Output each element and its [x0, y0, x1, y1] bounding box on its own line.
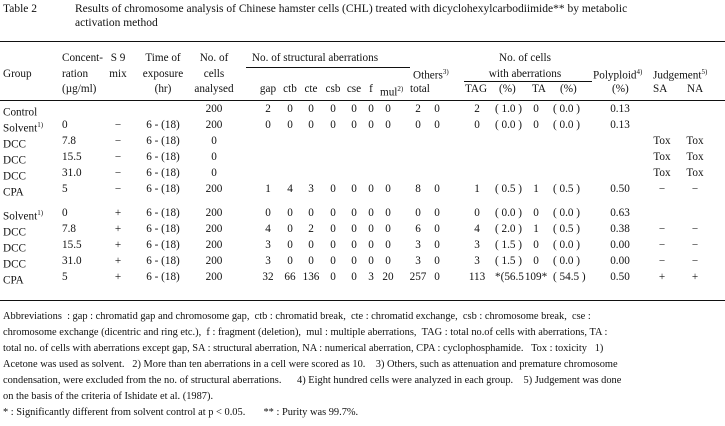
cell-tagp: ( 0.0 ) — [495, 119, 523, 131]
cell-na: Tox — [686, 167, 704, 179]
header-ta: TA — [532, 83, 547, 95]
cell-total: 8 — [415, 183, 421, 195]
cell-n: 200 — [205, 183, 223, 195]
cell-tagp: ( 1.5 ) — [495, 255, 523, 267]
cell-sa: − — [658, 239, 666, 251]
cell-ta: 1 — [533, 183, 539, 195]
cell-gap: 3 — [265, 239, 271, 251]
cell-poly: 0.13 — [610, 103, 630, 115]
cell-ta: 0 — [533, 119, 539, 131]
cell-poly: 0.38 — [610, 223, 630, 235]
cell-n: 200 — [205, 119, 223, 131]
cell-oth: 0 — [434, 223, 440, 235]
cell-f: 0 — [368, 183, 374, 195]
cell-ctb: 0 — [287, 103, 293, 115]
header-ta-pct: (%) — [560, 83, 577, 95]
cell-time: 6 - (18) — [146, 207, 180, 219]
cell-g: DCC — [3, 170, 27, 183]
cell-s9: + — [114, 239, 122, 251]
cell-na: − — [691, 183, 699, 195]
footnote-line: on the basis of the criteria of Ishidate et al. (1987). — [3, 391, 214, 402]
header-others: Others$^{3)}$ — [413, 68, 449, 82]
cell-conc: 0 — [62, 119, 68, 131]
footnote-line: chromosome exchange (dicentric and ring etc.), f : fragment (deletion), mul : multiple aberrations, TAG : total no.of cells with aberrations, TA : — [3, 327, 608, 338]
cell-conc: 7.8 — [62, 135, 76, 147]
cell-g: DCC — [3, 138, 27, 151]
header-cse: cse — [346, 83, 362, 95]
cell-tap: ( 0.0 ) — [553, 119, 581, 131]
cell-ta: 0 — [533, 207, 539, 219]
cell-total: 3 — [415, 255, 421, 267]
cell-sa: Tox — [653, 135, 671, 147]
cell-mul: 20 — [382, 271, 394, 283]
cell-ctb: 0 — [287, 119, 293, 131]
footnote-line: Abbreviations : gap : chromatid gap and chromosome gap, ctb : chromatid break, cte : chromatid exchange, csb : chromosome break, cse : — [3, 311, 591, 322]
cell-tag: 2 — [474, 103, 480, 115]
header-structural: No. of structural aberrations — [251, 52, 379, 64]
cell-mul: 0 — [385, 255, 391, 267]
cell-g: DCC — [3, 258, 27, 271]
cell-na: Tox — [686, 151, 704, 163]
cell-gap: 0 — [265, 119, 271, 131]
cell-g: Solvent$^{1)}$ — [3, 209, 44, 223]
cell-f: 0 — [368, 239, 374, 251]
cell-cte: 136 — [302, 271, 320, 283]
cell-mul: 0 — [385, 183, 391, 195]
table-title-line2: activation method — [75, 17, 158, 29]
cell-total: 0 — [415, 207, 421, 219]
header-cells-1: No. of — [199, 52, 229, 64]
cell-poly: 0.13 — [610, 119, 630, 131]
header-rule — [0, 100, 725, 101]
cell-na: − — [691, 255, 699, 267]
cell-conc: 5 — [62, 271, 68, 283]
cell-cse: 0 — [351, 183, 357, 195]
cell-s9: + — [114, 223, 122, 235]
cell-cse: 0 — [351, 271, 357, 283]
cell-n: 200 — [205, 271, 223, 283]
header-gap: gap — [259, 83, 277, 95]
cell-total: 3 — [415, 239, 421, 251]
cell-time: 6 - (18) — [146, 183, 180, 195]
cell-conc: 5 — [62, 183, 68, 195]
header-s9-1: S 9 — [110, 52, 126, 64]
cell-cte: 2 — [308, 223, 314, 235]
cell-sa: Tox — [653, 167, 671, 179]
cell-tag: 113 — [468, 271, 486, 283]
cell-tagp: ( 1.0 ) — [495, 103, 523, 115]
cell-cse: 0 — [351, 223, 357, 235]
cells-with-ab-rule — [464, 81, 592, 82]
cell-oth: 0 — [434, 119, 440, 131]
header-time-2: exposure — [142, 68, 184, 80]
cell-f: 0 — [368, 223, 374, 235]
cell-cse: 0 — [351, 239, 357, 251]
cell-f: 3 — [368, 271, 374, 283]
cell-cte: 3 — [308, 183, 314, 195]
cell-s9: − — [114, 135, 122, 147]
cell-csb: 0 — [330, 183, 336, 195]
cell-ta: 0 — [533, 255, 539, 267]
cell-sa: Tox — [653, 151, 671, 163]
header-total: total — [410, 83, 430, 95]
cell-cse: 0 — [351, 119, 357, 131]
cell-sa: + — [658, 271, 666, 283]
header-conc-1: Concent- — [62, 52, 104, 64]
cell-s9: − — [114, 151, 122, 163]
cell-csb: 0 — [330, 255, 336, 267]
cell-s9: − — [114, 167, 122, 179]
bottom-rule — [0, 300, 725, 301]
cell-cte: 0 — [308, 207, 314, 219]
cell-ta: 0 — [533, 239, 539, 251]
structural-rule — [246, 67, 410, 68]
cell-n: 200 — [205, 255, 223, 267]
cell-tag: 3 — [474, 255, 480, 267]
footnote-line: * : Significantly different from solvent control at p < 0.05. ** : Purity was 99.7%. — [3, 407, 359, 418]
cell-csb: 0 — [330, 119, 336, 131]
cell-tap: ( 0.0 ) — [553, 239, 581, 251]
cell-mul: 0 — [385, 223, 391, 235]
header-tag: TAG — [465, 83, 488, 95]
cell-cte: 0 — [308, 255, 314, 267]
cell-poly: 0.63 — [610, 207, 630, 219]
cell-tap: ( 0.0 ) — [553, 207, 581, 219]
cell-na: Tox — [686, 135, 704, 147]
cell-time: 6 - (18) — [146, 119, 180, 131]
cell-g: CPA — [3, 274, 24, 287]
cell-cte: 0 — [308, 103, 314, 115]
cell-ta: 0 — [533, 103, 539, 115]
cell-conc: 31.0 — [62, 255, 82, 267]
cell-tagp: *(56.5 — [495, 271, 524, 283]
cell-na: − — [691, 239, 699, 251]
cell-g: DCC — [3, 226, 27, 239]
cell-ctb: 66 — [284, 271, 296, 283]
cell-gap: 3 — [265, 255, 271, 267]
cell-s9: + — [114, 207, 122, 219]
cell-time: 6 - (18) — [146, 151, 180, 163]
cell-gap: 32 — [262, 271, 274, 283]
cell-time: 6 - (18) — [146, 135, 180, 147]
cell-g: Solvent$^{1)}$ — [3, 121, 44, 135]
cell-na: + — [691, 271, 699, 283]
cell-s9: − — [114, 183, 122, 195]
cell-conc: 7.8 — [62, 223, 76, 235]
cell-poly: 0.00 — [610, 239, 630, 251]
header-conc-3: (µg/ml) — [62, 83, 97, 95]
cell-na: − — [691, 223, 699, 235]
cell-csb: 0 — [330, 239, 336, 251]
header-time-1: Time of — [145, 52, 181, 64]
header-sa: SA — [653, 83, 668, 95]
cell-g: Control — [3, 106, 38, 119]
cell-total: 257 — [409, 271, 427, 283]
cell-tagp: ( 0.0 ) — [495, 207, 523, 219]
cell-mul: 0 — [385, 119, 391, 131]
header-na: NA — [687, 83, 704, 95]
cell-time: 6 - (18) — [146, 271, 180, 283]
cell-cse: 0 — [351, 103, 357, 115]
footnote-line: total no. of cells with aberrations except gap, SA : structural aberration, NA : numerical aberration, CPA : cyclophosphamide. Tox : toxicity 1) — [3, 343, 604, 354]
cell-conc: 0 — [62, 207, 68, 219]
cell-tag: 0 — [474, 207, 480, 219]
header-f: f — [369, 83, 373, 95]
header-mul: mul$^{2)}$ — [380, 85, 404, 99]
header-judgement: Judgement$^{5)}$ — [653, 68, 708, 82]
header-conc-2: ration — [62, 68, 89, 80]
cell-ctb: 4 — [287, 183, 293, 195]
cell-g: DCC — [3, 154, 27, 167]
cell-tagp: ( 1.5 ) — [495, 239, 523, 251]
cell-conc: 15.5 — [62, 239, 82, 251]
cell-g: CPA — [3, 186, 24, 199]
cell-sa: − — [658, 223, 666, 235]
header-time-3: (hr) — [154, 83, 172, 95]
cell-oth: 0 — [434, 255, 440, 267]
header-with-ab-1: No. of cells — [499, 52, 551, 64]
cell-ta: 1 — [533, 223, 539, 235]
cell-mul: 0 — [385, 239, 391, 251]
header-cells-2: cells — [203, 68, 225, 80]
cell-n: 0 — [211, 167, 217, 179]
cell-gap: 4 — [265, 223, 271, 235]
header-tag-pct: (%) — [499, 83, 516, 95]
cell-ctb: 0 — [287, 207, 293, 219]
cell-time: 6 - (18) — [146, 167, 180, 179]
cell-ctb: 0 — [287, 223, 293, 235]
cell-n: 0 — [211, 151, 217, 163]
cell-tagp: ( 0.5 ) — [495, 183, 523, 195]
cell-ctb: 0 — [287, 255, 293, 267]
cell-oth: 0 — [434, 271, 440, 283]
cell-tag: 3 — [474, 239, 480, 251]
cell-conc: 15.5 — [62, 151, 82, 163]
header-s9-2: mix — [109, 68, 127, 80]
cell-oth: 0 — [434, 239, 440, 251]
cell-gap: 0 — [265, 207, 271, 219]
cell-cte: 0 — [308, 239, 314, 251]
cell-total: 0 — [415, 119, 421, 131]
cell-oth: 0 — [434, 183, 440, 195]
cell-n: 0 — [211, 135, 217, 147]
header-cte: cte — [304, 83, 318, 95]
footnote-line: Acetone was used as solvent. 2) More than ten aberrations in a cell were scored as 10. 3) Others, such as attenuation and premature chromosome — [3, 359, 618, 370]
cell-csb: 0 — [330, 103, 336, 115]
cell-mul: 0 — [385, 103, 391, 115]
cell-tap: ( 0.5 ) — [553, 223, 581, 235]
cell-conc: 31.0 — [62, 167, 82, 179]
cell-n: 200 — [205, 239, 223, 251]
header-cells-3: analysed — [194, 83, 234, 95]
cell-n: 200 — [205, 207, 223, 219]
cell-ctb: 0 — [287, 239, 293, 251]
header-polyploid-pct: (%) — [612, 83, 629, 95]
table-title-line1: Results of chromosome analysis of Chinese hamster cells (CHL) treated with dicyclohexylcarbodiimide** by metabolic — [75, 3, 628, 15]
cell-mul: 0 — [385, 207, 391, 219]
cell-f: 0 — [368, 255, 374, 267]
cell-sa: − — [658, 255, 666, 267]
cell-csb: 0 — [330, 271, 336, 283]
cell-oth: 0 — [434, 207, 440, 219]
top-rule — [0, 41, 725, 42]
cell-poly: 0.50 — [610, 183, 630, 195]
cell-tap: ( 0.0 ) — [553, 255, 581, 267]
cell-poly: 0.50 — [610, 271, 630, 283]
cell-tap: ( 0.5 ) — [553, 183, 581, 195]
cell-csb: 0 — [330, 207, 336, 219]
cell-n: 200 — [205, 223, 223, 235]
cell-f: 0 — [368, 207, 374, 219]
cell-cse: 0 — [351, 255, 357, 267]
header-polyploid: Polyploid$^{4)}$ — [593, 68, 643, 82]
cell-tag: 0 — [474, 119, 480, 131]
cell-f: 0 — [368, 103, 374, 115]
cell-s9: + — [114, 271, 122, 283]
footnote-line: condensation, were excluded from the no. of structural aberrations. 4) Eight hundred cells were analyzed in each group. 5) Judgement was done — [3, 375, 622, 386]
cell-ta: 109* — [524, 271, 548, 283]
header-ctb: ctb — [283, 83, 297, 95]
cell-total: 6 — [415, 223, 421, 235]
cell-tag: 1 — [474, 183, 480, 195]
cell-g: DCC — [3, 242, 27, 255]
cell-oth: 0 — [434, 103, 440, 115]
header-csb: csb — [325, 83, 341, 95]
cell-time: 6 - (18) — [146, 223, 180, 235]
cell-cte: 0 — [308, 119, 314, 131]
cell-time: 6 - (18) — [146, 239, 180, 251]
table-label: Table 2 — [3, 3, 38, 15]
header-group: Group — [3, 68, 32, 80]
cell-csb: 0 — [330, 223, 336, 235]
cell-tap: ( 0.0 ) — [553, 103, 581, 115]
cell-cse: 0 — [351, 207, 357, 219]
cell-sa: − — [658, 183, 666, 195]
cell-s9: + — [114, 255, 122, 267]
cell-gap: 1 — [265, 183, 271, 195]
cell-gap: 2 — [265, 103, 271, 115]
cell-tag: 4 — [474, 223, 480, 235]
cell-time: 6 - (18) — [146, 255, 180, 267]
cell-poly: 0.00 — [610, 255, 630, 267]
header-with-ab-2: with aberrations — [488, 68, 562, 80]
cell-f: 0 — [368, 119, 374, 131]
cell-n: 200 — [205, 103, 223, 115]
cell-tagp: ( 2.0 ) — [495, 223, 523, 235]
cell-total: 2 — [415, 103, 421, 115]
cell-s9: − — [114, 119, 122, 131]
cell-tap: ( 54.5 ) — [553, 271, 586, 283]
